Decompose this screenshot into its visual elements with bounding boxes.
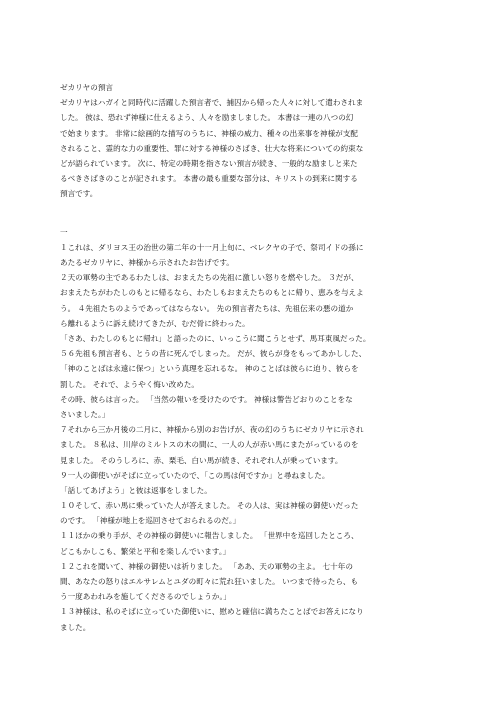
body-line: う一度あわれみを施してくださるのでしょうか。」: [60, 592, 231, 602]
chapter-marker: 一: [60, 227, 68, 237]
spacer: [60, 217, 440, 225]
body-line: 「神のことばは永遠に保つ」という真理を忘れるな。 神のことばは彼らに迫り、彼らを: [60, 364, 359, 374]
body-line: １２これを聞いて、神様の御使いは祈りました。 「ああ、天の軍勢の主よ。 七十年の: [60, 561, 353, 571]
intro-line: ゼカリヤはハガイと同時代に活躍した預言者で、捕囚から帰った人々に対して遣わされま: [60, 98, 364, 108]
body-line: 見ました。 そのうしろに、赤、栗毛、白い馬が続き、それぞれ人が乗っています。: [60, 455, 343, 465]
body-line: 罰した。 それで、ようやく悔い改めた。: [60, 379, 199, 389]
intro-line: した。 彼は、恐れず神様に仕えるよう、人々を励ましました。 本書は一連の八つの幻: [60, 113, 354, 123]
spacer: [60, 202, 440, 217]
intro-paragraph: [60, 95, 440, 201]
body-line: 「さあ、わたしのもとに帰れ」と語ったのに、いっこうに聞こうとせず、馬耳東風だった。: [60, 334, 371, 343]
body-line: ５６先祖も預言者も、とうの昔に死んでしまった。 だが、彼らが身をもってあかしした、: [60, 349, 367, 359]
body-line: ました。 ８私は、川岸のミルトスの木の間に、一人の人が赤い馬にまたがっているのを: [60, 440, 359, 450]
intro-line: るべきさばきのことが記されます。 本書の最も重要な部分は、キリストの到来に関する: [60, 174, 358, 184]
body-line: １０そして、赤い馬に乗っていた人が答えました。 その人は、実は神様の御使いだった: [60, 501, 359, 511]
intro-line: どが語られています。 次に、特定の時期を指さない預言が続き、一般的な励ましと来た: [60, 158, 358, 168]
intro-line: 預言です。: [60, 189, 98, 199]
chapter-body: [60, 240, 440, 635]
body-line: ２天の軍勢の主であるわたしは、おまえたちの先祖に激しい怒りを燃やした。 ３だが、: [60, 273, 359, 283]
body-line: おまえたちがわたしのもとに帰るなら、わたしもおまえたちのもとに帰り、恵みを与えよ: [60, 288, 364, 298]
body-line: １３神様は、私のそばに立っていた御使いに、慰めと確信に満ちたことばでお答えになり: [60, 607, 364, 617]
body-line: のです。 「神様が地上を巡回させておられるのだ。」: [60, 516, 241, 526]
body-line: どこもかしこも、繁栄と平和を楽しんでいます。」: [60, 546, 231, 556]
body-line: さいました。」: [60, 409, 110, 419]
document-page: [60, 80, 440, 635]
body-line: あたるゼカリヤに、神様から示されたお告げです。: [60, 258, 234, 268]
body-line: 「話してあげよう」と彼は返事をしました。: [60, 485, 212, 495]
body-line: その時、彼らは言った。 「当然の報いを受けたのです。 神様は警告どおりのことをな: [60, 394, 353, 404]
body-line: ９一人の御使いがそばに立っていたので、「この馬は何ですか」と尋ねました。: [60, 470, 330, 480]
document-title: ゼカリヤの預言: [60, 83, 114, 92]
intro-line: で始まります。 非常に絵画的な描写のうちに、神様の威力、種々の出来事を神様が支配: [60, 128, 358, 138]
body-line: ７それから三か月後の二月に、神様から別のお告げが、夜の幻のうちにゼカリヤに示され: [60, 425, 364, 435]
intro-line: されること、霊的な力の重要性、罪に対する神様のさばき、壮大な将来についての約束な: [60, 143, 364, 153]
body-line: ました。: [60, 622, 91, 632]
body-line: １１ほかの乗り手が、その神様の御使いに報告しました。 「世界中を巡回したところ、: [60, 531, 359, 541]
body-line: ら離れるように訴え続けてきたが、むだ骨に終わった。: [60, 318, 250, 328]
body-line: う。 ４先祖たちのようであってはならない。 先の預言者たちは、先祖伝来の悪の道か: [60, 303, 354, 313]
body-line: 間、あなたの怒りはエルサレムとユダの町々に荒れ狂いました。 いつまで待ったら、も: [60, 577, 359, 586]
body-line: １これは、ダリヨス王の治世の第二年の十一月上旬に、ベレクヤの子で、祭司イドの孫に: [60, 242, 364, 252]
